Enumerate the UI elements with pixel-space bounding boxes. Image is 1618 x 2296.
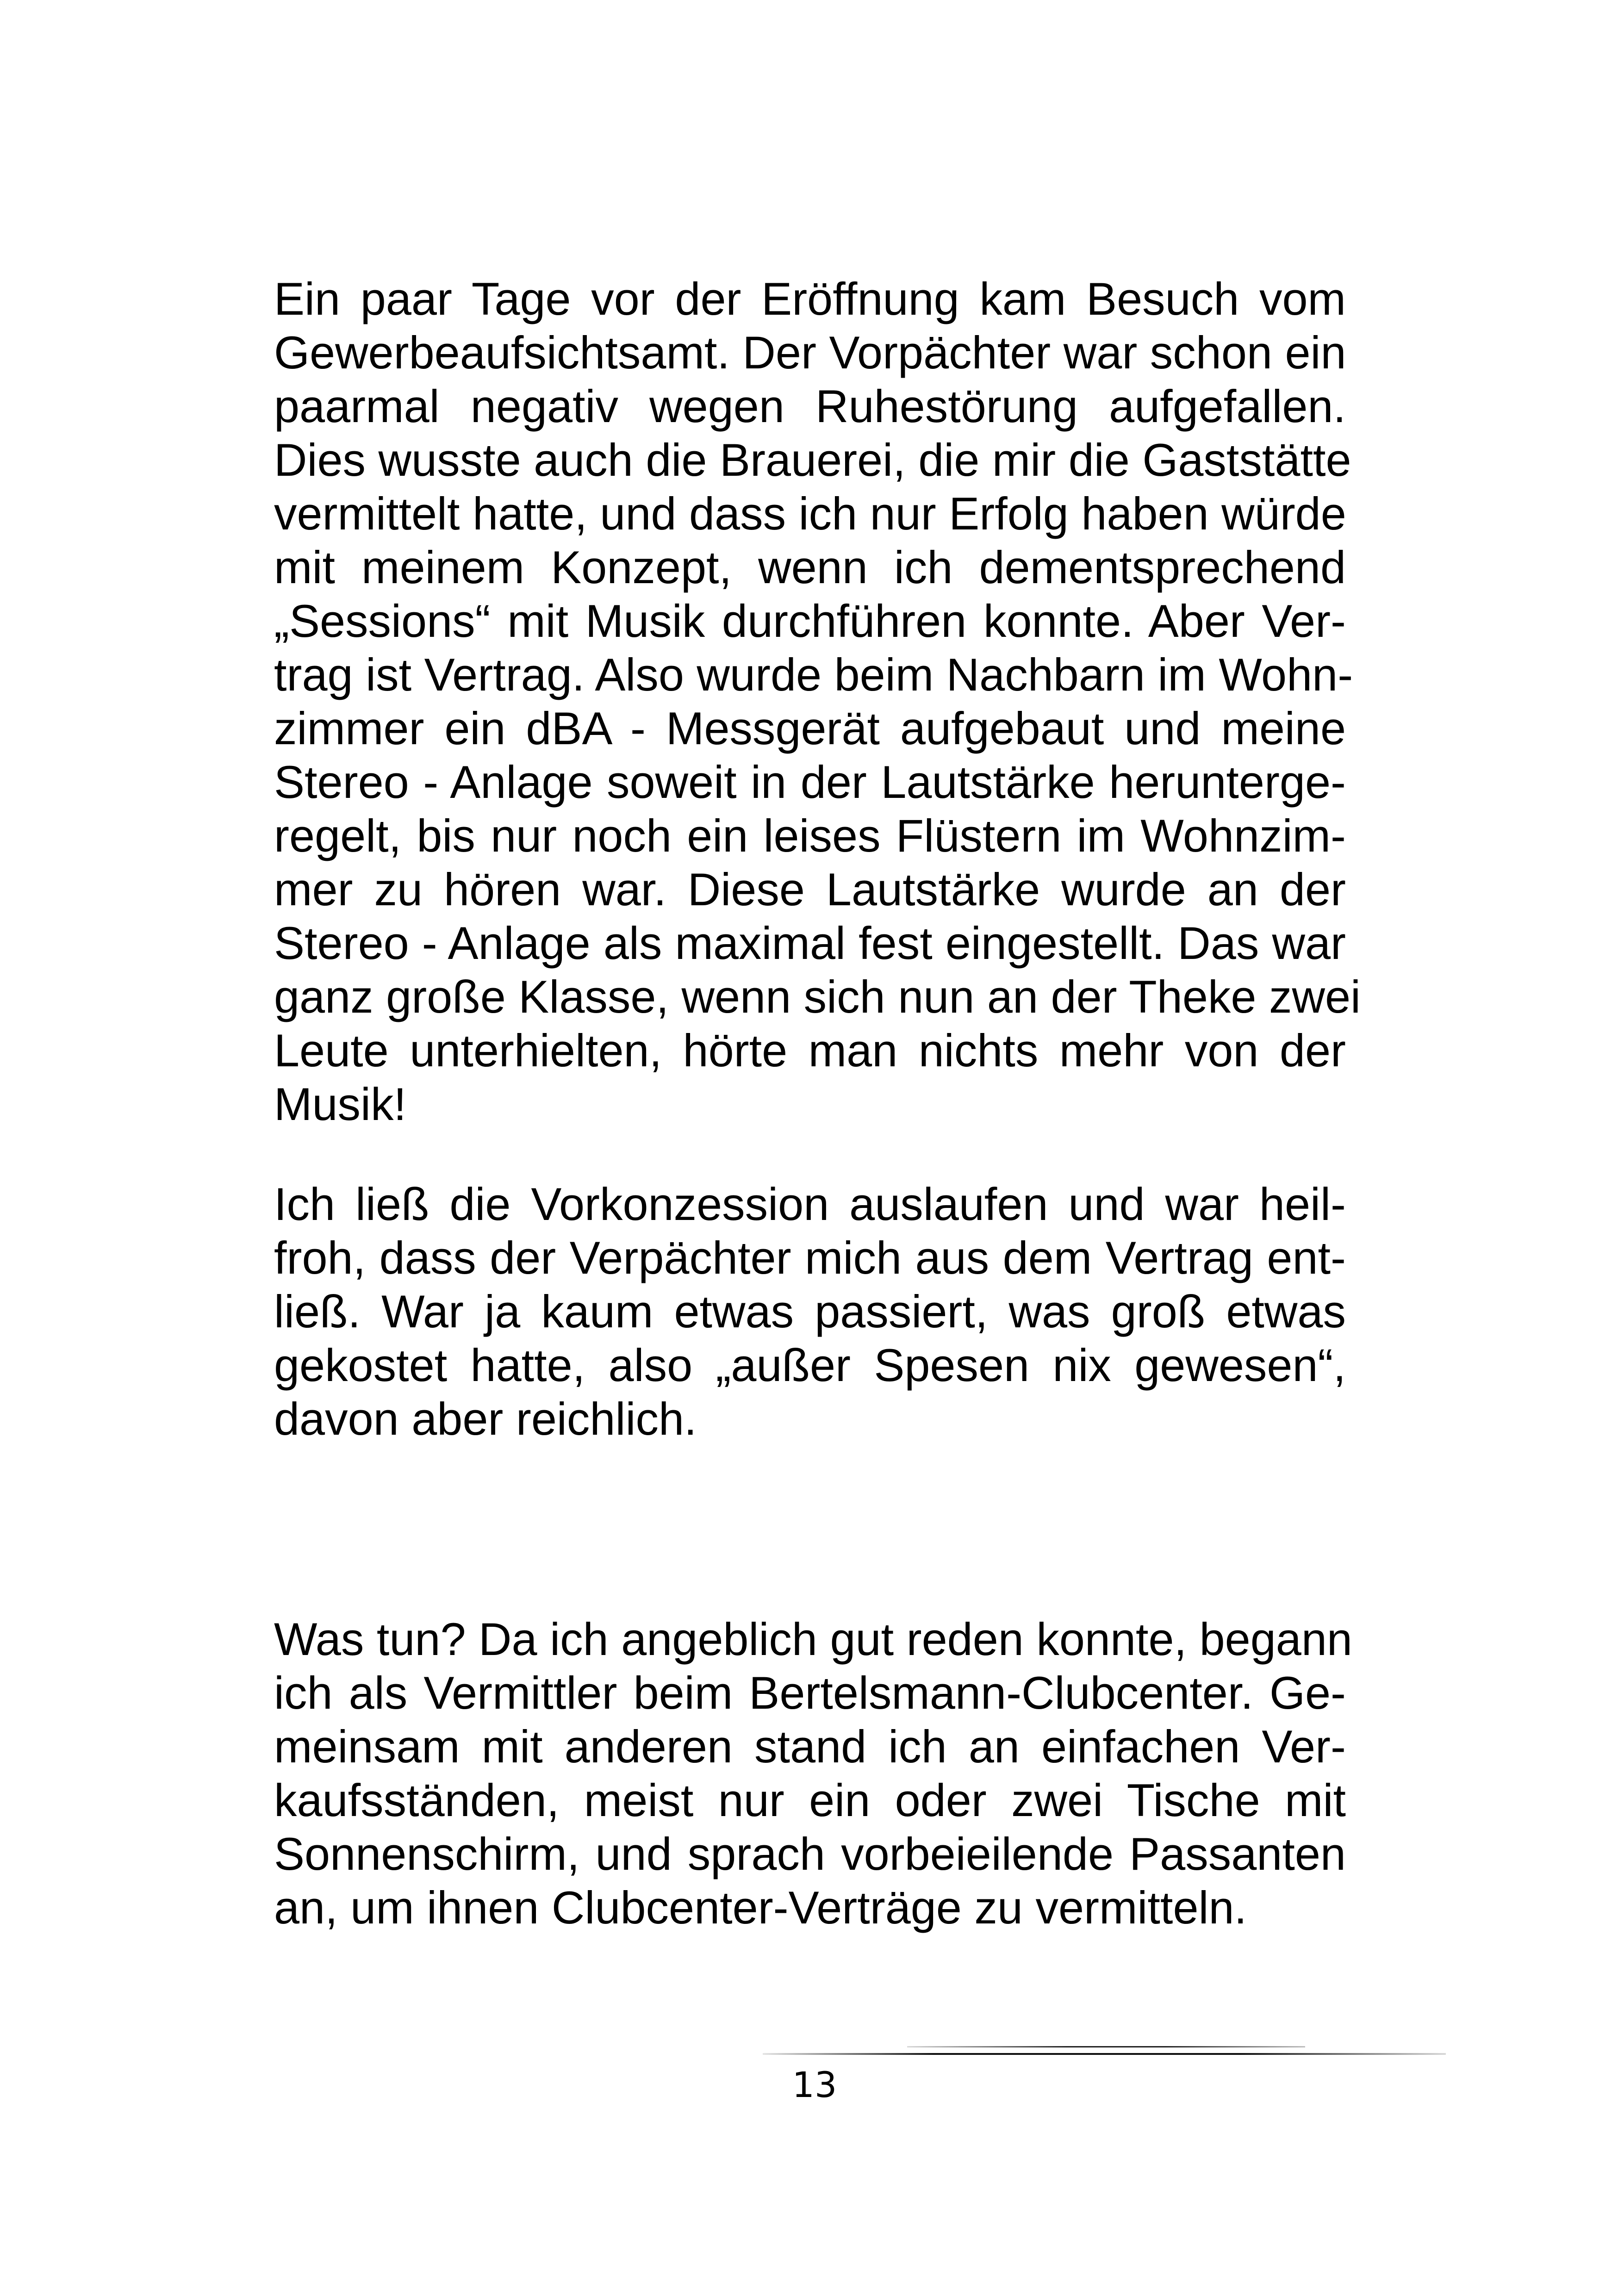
text-line: ich als Vermittler beim Bertelsmann-Clubcenter. Ge- [274, 1667, 1346, 1718]
text-line: Stereo - Anlage soweit in der Lautstärke herunterge- [274, 756, 1346, 808]
text-line: froh, dass der Verpächter mich aus dem Vertrag ent- [274, 1232, 1346, 1283]
text-line: Sonnenschirm, und sprach vorbeieilende Passanten [274, 1828, 1346, 1879]
text-line: Musik! [274, 1078, 407, 1130]
footer-rule-short [907, 2046, 1305, 2047]
text-line: ließ. War ja kaum etwas passiert, was groß etwas [274, 1286, 1346, 1337]
text-line: vermittelt hatte, und dass ich nur Erfolg haben würde [274, 488, 1346, 539]
text-line: zimmer ein dBA - Messgerät aufgebaut und meine [274, 703, 1346, 754]
text-line: Ein paar Tage vor der Eröffnung kam Besuch vom [274, 273, 1346, 324]
text-line: regelt, bis nur noch ein leises Flüstern im Wohnzim- [274, 810, 1346, 861]
paragraph-3 [274, 1612, 1352, 1935]
text-line: Ich ließ die Vorkonzession auslaufen und war heil- [274, 1178, 1346, 1230]
text-line: Dies wusste auch die Brauerei, die mir die Gaststätte [274, 434, 1351, 485]
paragraph-1 [274, 272, 1361, 1131]
text-line: paarmal negativ wegen Ruhestörung aufgefallen. [274, 380, 1346, 432]
text-line: trag ist Vertrag. Also wurde beim Nachbarn im Wohn- [274, 649, 1353, 700]
page-number: 13 [792, 2064, 837, 2105]
text-line: ganz große Klasse, wenn sich nun an der Theke zwei [274, 971, 1361, 1022]
text-line: „Sessions“ mit Musik durchführen konnte. Aber Ver- [274, 595, 1346, 647]
text-line: mer zu hören war. Diese Lautstärke wurde an der [274, 864, 1346, 915]
text-line: davon aber reichlich. [274, 1393, 697, 1444]
text-line: Was tun? Da ich angeblich gut reden konnte, begann [274, 1613, 1352, 1665]
text-line: Leute unterhielten, hörte man nichts mehr von der [274, 1025, 1346, 1076]
text-line: gekostet hatte, also „außer Spesen nix gewesen“, [274, 1339, 1346, 1391]
text-line: Stereo - Anlage als maximal fest eingestellt. Das war [274, 917, 1346, 969]
footer-rule-long [763, 2053, 1446, 2055]
paragraph-2 [274, 1177, 1346, 1446]
text-line: Gewerbeaufsichtsamt. Der Vorpächter war schon ein [274, 327, 1346, 378]
text-line: an, um ihnen Clubcenter-Verträge zu vermitteln. [274, 1882, 1247, 1933]
text-line: kaufsständen, meist nur ein oder zwei Tische mit [274, 1774, 1346, 1826]
text-line: mit meinem Konzept, wenn ich dementsprechend [274, 541, 1346, 593]
text-line: meinsam mit anderen stand ich an einfachen Ver- [274, 1721, 1346, 1772]
